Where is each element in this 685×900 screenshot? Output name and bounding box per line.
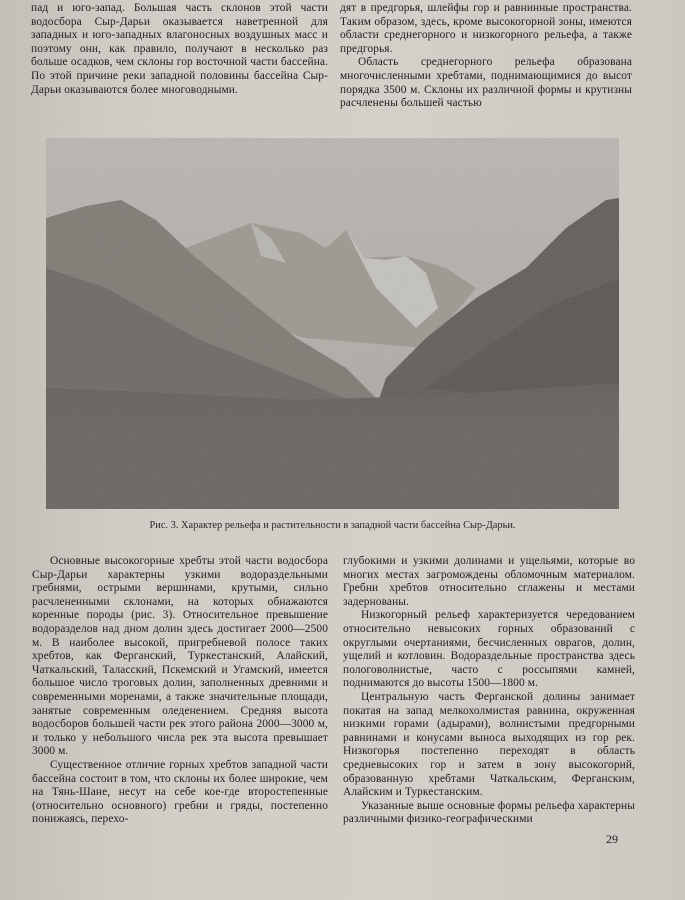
text-column-top-right xyxy=(340,2,632,111)
paragraph: Низкогорный рельеф характеризуется чередованием относительно невысоких горных образований с округлыми очертаниями, бесчисленных оврагов, долин, ущелий и котловин. Водораздельные пространства здесь пологоволнистые, часто с россыпями камней, поднимаются до высоты 1500—1800 м. xyxy=(343,609,635,690)
figure-caption: Рис. 3. Характер рельефа и растительности в западной части бассейна Сыр-Дарьи. xyxy=(149,520,516,531)
paragraph: дят в предгорья, шлейфы гор и равнинные пространства. Таким образом, здесь, кроме высокогорной зоны, имеются области среднегорного и низкогорного рельефа, а также предгорья. xyxy=(340,2,632,55)
text-column-bottom-left xyxy=(32,555,328,827)
figure-mountain-photo xyxy=(46,138,619,509)
paragraph: Область среднегорного рельефа образована многочисленными хребтами, поднимающимися до высот порядка 3500 м. Склоны их различной формы и крутизны расчленены большей частью xyxy=(340,56,632,110)
mountain-valley-illustration xyxy=(46,138,619,509)
paragraph: Существенное отличие горных хребтов западной части бассейна состоит в том, что склоны их более широкие, чем на Тянь-Шане, несут на себе кое-где второстепенные (относительно основного) гребни и гряды, постепенно понижаясь, перехо- xyxy=(32,758,328,826)
text-column-top-left xyxy=(31,2,328,97)
paragraph: Центральную часть Ферганской долины занимает покатая на запад мелкохолмистая равнина, окруженная низкими горами (адырами), волнистыми предгорными равнинами и конусами выноса выходящих из гор рек. Низкогорья постепенно переходят в область средневысоких гор и затем в зону высокогорий, образованную хребтами Чаткальским, Ферганским, Алайским и Туркестанским. xyxy=(343,690,635,799)
paragraph: Основные высокогорные хребты этой части водосбора Сыр-Дарьи характерны узкими водораздельными гребнями, острыми вершинами, крутыми, сильно расчлененными склонами, на которых обнажаются коренные породы (рис. 3). Относительное превышение водоразделов над дном долин здесь достигает 2000—2500 м. В наиболее высокой, пригребневой полосе таких хребтов, как Ферганский, Туркестанский, Алайский, Чаткальский, Таласский, Пскемский и Угамский, имеется большое число троговых долин, заполненных древними и современными моренами, а также значительные площади, занятые современным оледенением. Средняя высота водосборов большей части рек этого района 2000—3000 м, и только у небольшого числа рек эта высота превышает 3000 м. xyxy=(32,555,328,758)
paragraph: глубокими и узкими долинами и ущельями, которые во многих местах загромождены обломочным материалом. Гребни хребтов относительно сглажены и местами задернованы. xyxy=(343,555,635,608)
page-number: 29 xyxy=(606,832,618,846)
paragraph: пад и юго-запад. Большая часть склонов этой части водосбора Сыр-Дарьи оказывается наветренной для западных и юго-западных влагоносных воздушных масс и поэтому они, как правило, получают в несколько раз больше осадков, чем склоны гор восточной части бассейна. По этой причине реки западной половины бассейна Сыр-Дарьи оказываются более многоводными. xyxy=(31,2,328,96)
text-column-bottom-right xyxy=(343,555,635,827)
paragraph: Указанные выше основные формы рельефа характерны различными физико-географическими xyxy=(343,799,635,826)
